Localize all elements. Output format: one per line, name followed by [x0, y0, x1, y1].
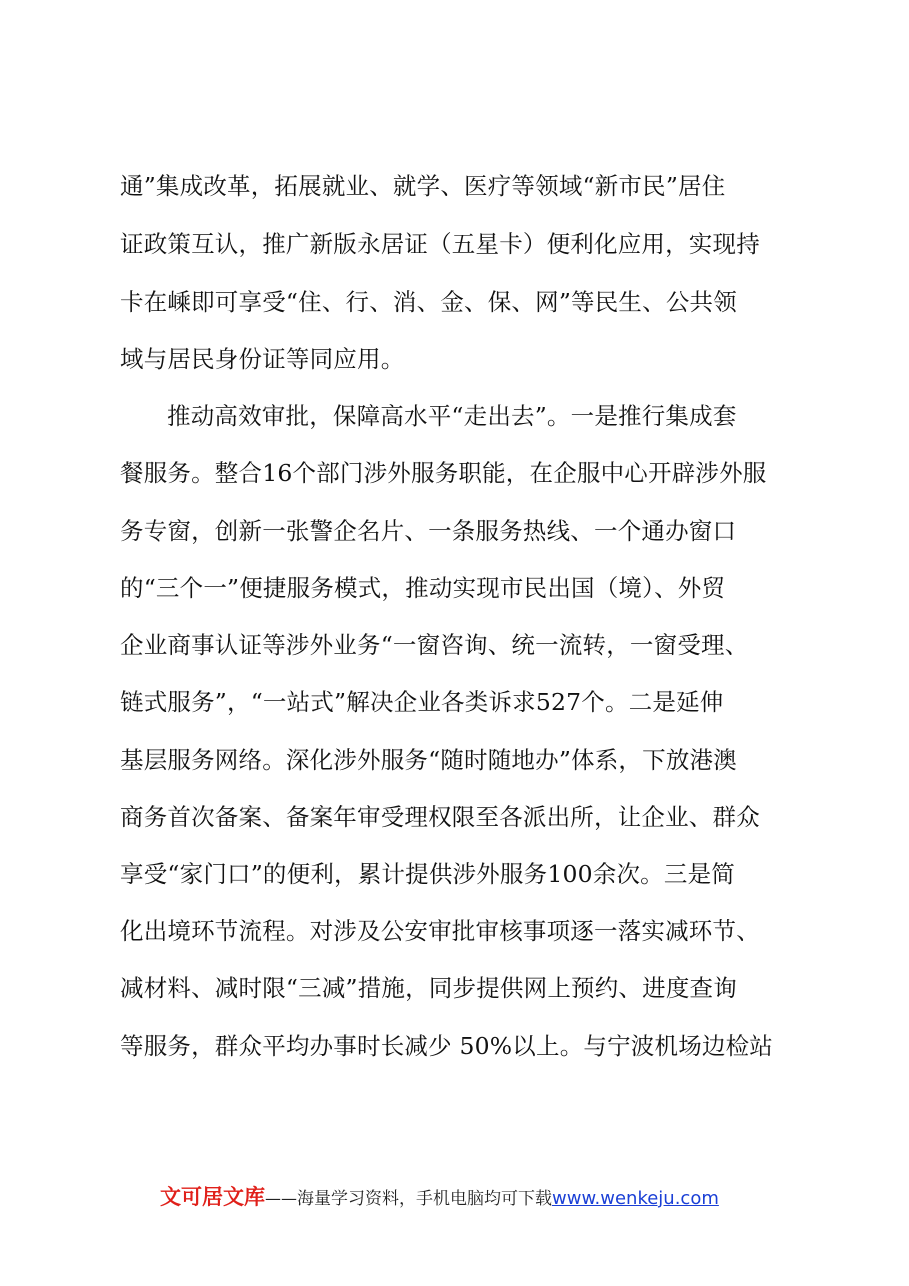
paragraph-line: 餐服务。整合16个部门涉外服务职能，在企服中心开辟涉外服 — [120, 459, 767, 487]
paragraph-line: 基层服务网络。深化涉外服务“随时随地办”体系，下放港澳 — [120, 746, 737, 774]
paragraph-line: 享受“家门口”的便利，累计提供涉外服务100余次。三是简 — [120, 860, 735, 888]
footer-banner — [160, 1182, 719, 1212]
footer-dash: —— — [265, 1189, 297, 1208]
paragraph-line: 通”集成改革，拓展就业、就学、医疗等领域“新市民”居住 — [120, 172, 726, 200]
paragraph-line: 卡在嵊即可享受“住、行、消、金、保、网”等民生、公共领 — [120, 288, 737, 316]
paragraph-line: 等服务，群众平均办事时长减少 50%以上。与宁波机场边检站 — [120, 1032, 774, 1060]
paragraph-line: 商务首次备案、备案年审受理权限至各派出所，让企业、群众 — [120, 803, 760, 831]
paragraph-line: 证政策互认，推广新版永居证（五星卡）便利化应用，实现持 — [120, 230, 760, 258]
paragraph-line: 推动高效审批，保障高水平“走出去”。一是推行集成套 — [167, 402, 737, 430]
footer-brand: 文可居文库 — [160, 1185, 265, 1209]
paragraph-line: 化出境环节流程。对涉及公安审批审核事项逐一落实减环节、 — [120, 917, 760, 945]
paragraph-line: 域与居民身份证等同应用。 — [120, 345, 405, 373]
paragraph-line: 务专窗，创新一张警企名片、一条服务热线、一个通办窗口 — [120, 517, 737, 545]
footer-website-link[interactable]: www.wenkeju.com — [552, 1188, 719, 1209]
paragraph-line: 链式服务”，“一站式”解决企业各类诉求527个。二是延伸 — [120, 688, 724, 716]
paragraph-line: 减材料、减时限“三减”措施，同步提供网上预约、进度查询 — [120, 974, 737, 1002]
paragraph-line: 的“三个一”便捷服务模式，推动实现市民出国（境）、外贸 — [120, 574, 726, 602]
footer-tagline: 海量学习资料，手机电脑均可下载 — [297, 1189, 552, 1209]
paragraph-line: 企业商事认证等涉外业务“一窗咨询、统一流转，一窗受理、 — [120, 631, 749, 659]
